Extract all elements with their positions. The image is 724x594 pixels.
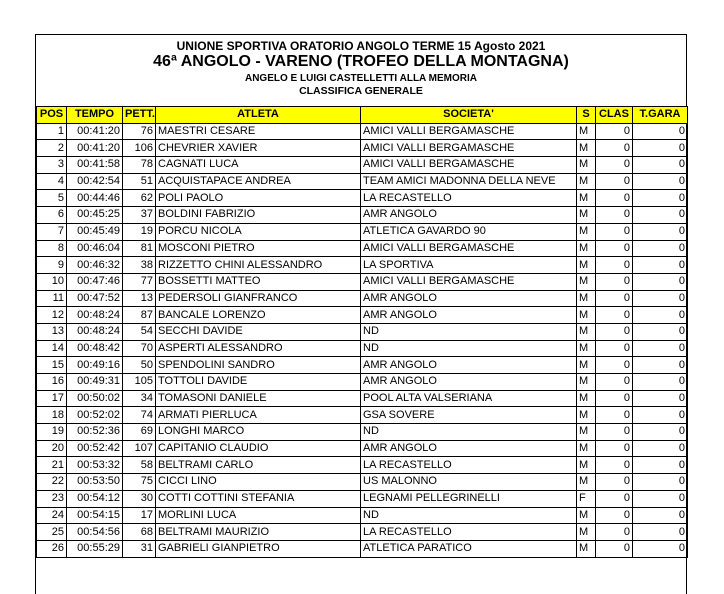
cell-clas: 0	[596, 474, 633, 491]
table-row	[37, 524, 688, 541]
cell-clas: 0	[596, 374, 633, 391]
cell-pos: 19	[37, 424, 67, 441]
col-header-tgara: T.GARA	[633, 107, 688, 124]
cell-clas: 0	[596, 390, 633, 407]
cell-societa: ATLETICA GAVARDO 90	[361, 223, 577, 240]
cell-societa: GSA SOVERE	[361, 407, 577, 424]
table-row	[37, 390, 688, 407]
cell-pos: 4	[37, 173, 67, 190]
cell-societa: ND	[361, 323, 577, 340]
cell-pett: 74	[123, 407, 156, 424]
cell-s: M	[577, 374, 596, 391]
cell-societa: LA RECASTELLO	[361, 524, 577, 541]
cell-societa: AMR ANGOLO	[361, 374, 577, 391]
cell-clas: 0	[596, 223, 633, 240]
cell-tempo: 00:52:02	[67, 407, 123, 424]
col-header-clas: CLAS	[596, 107, 633, 124]
cell-pos: 12	[37, 307, 67, 324]
cell-tgara: 0	[633, 374, 688, 391]
cell-atleta: GABRIELI GIANPIETRO	[156, 540, 361, 557]
cell-pett: 34	[123, 390, 156, 407]
cell-tgara: 0	[633, 190, 688, 207]
cell-tempo: 00:41:58	[67, 157, 123, 174]
cell-tgara: 0	[633, 474, 688, 491]
cell-pett: 70	[123, 340, 156, 357]
cell-societa: AMICI VALLI BERGAMASCHE	[361, 140, 577, 157]
cell-atleta: TOMASONI DANIELE	[156, 390, 361, 407]
col-header-s: S	[577, 107, 596, 124]
table-row	[37, 540, 688, 557]
cell-tempo: 00:49:16	[67, 357, 123, 374]
ranking-title: CLASSIFICA GENERALE	[299, 85, 423, 97]
cell-tempo: 00:50:02	[67, 390, 123, 407]
cell-tgara: 0	[633, 540, 688, 557]
cell-pos: 22	[37, 474, 67, 491]
cell-clas: 0	[596, 257, 633, 274]
table-row	[37, 490, 688, 507]
cell-tempo: 00:41:20	[67, 140, 123, 157]
cell-pett: 76	[123, 123, 156, 140]
cell-atleta: SPENDOLINI SANDRO	[156, 357, 361, 374]
cell-pos: 2	[37, 140, 67, 157]
cell-clas: 0	[596, 123, 633, 140]
cell-pett: 81	[123, 240, 156, 257]
cell-societa: ND	[361, 424, 577, 441]
cell-atleta: BANCALE LORENZO	[156, 307, 361, 324]
col-header-societa: SOCIETA'	[361, 107, 577, 124]
cell-s: M	[577, 240, 596, 257]
cell-clas: 0	[596, 424, 633, 441]
cell-clas: 0	[596, 307, 633, 324]
cell-societa: LA SPORTIVA	[361, 257, 577, 274]
cell-tgara: 0	[633, 440, 688, 457]
cell-societa: LA RECASTELLO	[361, 457, 577, 474]
cell-pett: 37	[123, 207, 156, 224]
table-row	[37, 257, 688, 274]
cell-s: M	[577, 323, 596, 340]
cell-clas: 0	[596, 190, 633, 207]
cell-societa: LEGNAMI PELLEGRINELLI	[361, 490, 577, 507]
cell-clas: 0	[596, 357, 633, 374]
cell-clas: 0	[596, 173, 633, 190]
cell-societa: ATLETICA PARATICO	[361, 540, 577, 557]
cell-tgara: 0	[633, 273, 688, 290]
cell-atleta: BOSSETTI MATTEO	[156, 273, 361, 290]
cell-tempo: 00:49:31	[67, 374, 123, 391]
cell-atleta: ACQUISTAPACE ANDREA	[156, 173, 361, 190]
cell-pos: 15	[37, 357, 67, 374]
table-row	[37, 357, 688, 374]
cell-tgara: 0	[633, 407, 688, 424]
table-row	[37, 307, 688, 324]
cell-pett: 19	[123, 223, 156, 240]
race-title: 46ª ANGOLO - VARENO (TROFEO DELLA MONTAGNA)	[153, 53, 569, 70]
cell-atleta: BOLDINI FABRIZIO	[156, 207, 361, 224]
cell-s: M	[577, 290, 596, 307]
cell-atleta: ASPERTI ALESSANDRO	[156, 340, 361, 357]
cell-societa: AMICI VALLI BERGAMASCHE	[361, 240, 577, 257]
cell-tempo: 00:53:32	[67, 457, 123, 474]
cell-s: M	[577, 407, 596, 424]
cell-pett: 62	[123, 190, 156, 207]
cell-tgara: 0	[633, 507, 688, 524]
cell-s: M	[577, 457, 596, 474]
memorial-subtitle: ANGELO E LUIGI CASTELLETTI ALLA MEMORIA	[244, 73, 478, 84]
cell-societa: AMR ANGOLO	[361, 357, 577, 374]
cell-societa: AMR ANGOLO	[361, 307, 577, 324]
table-row	[37, 157, 688, 174]
cell-atleta: MOSCONI PIETRO	[156, 240, 361, 257]
col-header-tempo: TEMPO	[67, 107, 123, 124]
cell-pett: 17	[123, 507, 156, 524]
cell-tgara: 0	[633, 340, 688, 357]
cell-pos: 17	[37, 390, 67, 407]
cell-pos: 1	[37, 123, 67, 140]
cell-s: M	[577, 540, 596, 557]
cell-tgara: 0	[633, 323, 688, 340]
cell-atleta: MORLINI LUCA	[156, 507, 361, 524]
cell-tempo: 00:52:36	[67, 424, 123, 441]
cell-clas: 0	[596, 273, 633, 290]
col-header-pos: POS	[37, 107, 67, 124]
cell-atleta: ARMATI PIERLUCA	[156, 407, 361, 424]
organizer-title: UNIONE SPORTIVA ORATORIO ANGOLO TERME 15 Agosto 2021	[176, 39, 546, 53]
cell-societa: AMICI VALLI BERGAMASCHE	[361, 123, 577, 140]
results-sheet	[35, 34, 687, 594]
cell-pett: 78	[123, 157, 156, 174]
cell-societa: TEAM AMICI MADONNA DELLA NEVE	[361, 173, 577, 190]
cell-tgara: 0	[633, 123, 688, 140]
cell-societa: LA RECASTELLO	[361, 190, 577, 207]
col-header-atleta: ATLETA	[156, 107, 361, 124]
cell-clas: 0	[596, 507, 633, 524]
cell-societa: ND	[361, 507, 577, 524]
cell-tempo: 00:46:32	[67, 257, 123, 274]
cell-pos: 14	[37, 340, 67, 357]
table-row	[37, 424, 688, 441]
cell-clas: 0	[596, 157, 633, 174]
cell-pos: 16	[37, 374, 67, 391]
cell-pos: 7	[37, 223, 67, 240]
cell-tempo: 00:53:50	[67, 474, 123, 491]
table-row	[37, 207, 688, 224]
cell-atleta: COTTI COTTINI STEFANIA	[156, 490, 361, 507]
cell-pos: 25	[37, 524, 67, 541]
cell-tempo: 00:42:54	[67, 173, 123, 190]
cell-pos: 9	[37, 257, 67, 274]
cell-tempo: 00:48:42	[67, 340, 123, 357]
cell-s: F	[577, 490, 596, 507]
cell-s: M	[577, 257, 596, 274]
cell-societa: ND	[361, 340, 577, 357]
cell-clas: 0	[596, 440, 633, 457]
cell-pos: 10	[37, 273, 67, 290]
cell-pos: 6	[37, 207, 67, 224]
table-row	[37, 173, 688, 190]
cell-pett: 31	[123, 540, 156, 557]
cell-pett: 50	[123, 357, 156, 374]
cell-tgara: 0	[633, 290, 688, 307]
cell-s: M	[577, 474, 596, 491]
cell-s: M	[577, 390, 596, 407]
cell-tgara: 0	[633, 173, 688, 190]
cell-tempo: 00:44:46	[67, 190, 123, 207]
cell-clas: 0	[596, 323, 633, 340]
cell-societa: POOL ALTA VALSERIANA	[361, 390, 577, 407]
cell-tgara: 0	[633, 307, 688, 324]
cell-tempo: 00:55:29	[67, 540, 123, 557]
cell-s: M	[577, 123, 596, 140]
cell-clas: 0	[596, 290, 633, 307]
col-header-pett: PETT.	[123, 107, 156, 124]
cell-pett: 77	[123, 273, 156, 290]
cell-s: M	[577, 440, 596, 457]
cell-pett: 54	[123, 323, 156, 340]
cell-tempo: 00:48:24	[67, 323, 123, 340]
cell-clas: 0	[596, 207, 633, 224]
cell-s: M	[577, 357, 596, 374]
cell-atleta: SECCHI DAVIDE	[156, 323, 361, 340]
cell-atleta: RIZZETTO CHINI ALESSANDRO	[156, 257, 361, 274]
cell-pos: 20	[37, 440, 67, 457]
cell-tempo: 00:47:52	[67, 290, 123, 307]
cell-atleta: PORCU NICOLA	[156, 223, 361, 240]
table-header-row	[37, 107, 688, 124]
cell-pett: 51	[123, 173, 156, 190]
cell-s: M	[577, 507, 596, 524]
cell-clas: 0	[596, 340, 633, 357]
cell-atleta: BELTRAMI MAURIZIO	[156, 524, 361, 541]
cell-tempo: 00:54:12	[67, 490, 123, 507]
cell-tgara: 0	[633, 390, 688, 407]
cell-pett: 75	[123, 474, 156, 491]
cell-clas: 0	[596, 490, 633, 507]
cell-atleta: CHEVRIER XAVIER	[156, 140, 361, 157]
results-table	[36, 106, 688, 558]
cell-pett: 69	[123, 424, 156, 441]
table-row	[37, 273, 688, 290]
cell-clas: 0	[596, 457, 633, 474]
cell-pett: 87	[123, 307, 156, 324]
cell-clas: 0	[596, 240, 633, 257]
cell-atleta: CAGNATI LUCA	[156, 157, 361, 174]
cell-clas: 0	[596, 524, 633, 541]
cell-pos: 26	[37, 540, 67, 557]
cell-atleta: POLI PAOLO	[156, 190, 361, 207]
cell-pos: 3	[37, 157, 67, 174]
cell-atleta: CICCI LINO	[156, 474, 361, 491]
cell-pos: 13	[37, 323, 67, 340]
cell-clas: 0	[596, 540, 633, 557]
table-row	[37, 140, 688, 157]
cell-s: M	[577, 157, 596, 174]
cell-tempo: 00:54:15	[67, 507, 123, 524]
cell-pett: 106	[123, 140, 156, 157]
cell-tempo: 00:54:56	[67, 524, 123, 541]
cell-pett: 30	[123, 490, 156, 507]
cell-s: M	[577, 223, 596, 240]
cell-s: M	[577, 524, 596, 541]
table-row	[37, 474, 688, 491]
cell-tempo: 00:46:04	[67, 240, 123, 257]
cell-pos: 5	[37, 190, 67, 207]
cell-tgara: 0	[633, 207, 688, 224]
cell-tempo: 00:45:25	[67, 207, 123, 224]
cell-societa: AMICI VALLI BERGAMASCHE	[361, 273, 577, 290]
cell-pos: 18	[37, 407, 67, 424]
cell-pett: 58	[123, 457, 156, 474]
cell-atleta: BELTRAMI CARLO	[156, 457, 361, 474]
cell-tempo: 00:48:24	[67, 307, 123, 324]
table-row	[37, 123, 688, 140]
table-row	[37, 407, 688, 424]
cell-atleta: TOTTOLI DAVIDE	[156, 374, 361, 391]
table-row	[37, 223, 688, 240]
cell-clas: 0	[596, 140, 633, 157]
cell-societa: US MALONNO	[361, 474, 577, 491]
cell-clas: 0	[596, 407, 633, 424]
cell-pos: 8	[37, 240, 67, 257]
results-body	[37, 123, 688, 557]
cell-atleta: LONGHI MARCO	[156, 424, 361, 441]
cell-pos: 21	[37, 457, 67, 474]
cell-s: M	[577, 190, 596, 207]
cell-tempo: 00:41:20	[67, 123, 123, 140]
cell-tgara: 0	[633, 157, 688, 174]
cell-pos: 11	[37, 290, 67, 307]
cell-pett: 13	[123, 290, 156, 307]
cell-societa: AMR ANGOLO	[361, 290, 577, 307]
cell-s: M	[577, 424, 596, 441]
cell-tgara: 0	[633, 140, 688, 157]
cell-tgara: 0	[633, 240, 688, 257]
cell-s: M	[577, 273, 596, 290]
cell-tgara: 0	[633, 257, 688, 274]
cell-societa: AMR ANGOLO	[361, 207, 577, 224]
cell-s: M	[577, 307, 596, 324]
cell-tgara: 0	[633, 357, 688, 374]
cell-tempo: 00:47:46	[67, 273, 123, 290]
cell-societa: AMR ANGOLO	[361, 440, 577, 457]
cell-s: M	[577, 140, 596, 157]
table-row	[37, 440, 688, 457]
cell-pos: 23	[37, 490, 67, 507]
table-row	[37, 340, 688, 357]
cell-tgara: 0	[633, 524, 688, 541]
cell-pett: 68	[123, 524, 156, 541]
cell-pett: 107	[123, 440, 156, 457]
cell-atleta: PEDERSOLI GIANFRANCO	[156, 290, 361, 307]
cell-tgara: 0	[633, 424, 688, 441]
table-row	[37, 290, 688, 307]
table-row	[37, 507, 688, 524]
table-row	[37, 457, 688, 474]
cell-pett: 38	[123, 257, 156, 274]
cell-atleta: CAPITANIO CLAUDIO	[156, 440, 361, 457]
cell-s: M	[577, 340, 596, 357]
cell-atleta: MAESTRI CESARE	[156, 123, 361, 140]
cell-tempo: 00:52:42	[67, 440, 123, 457]
cell-tempo: 00:45:49	[67, 223, 123, 240]
cell-pos: 24	[37, 507, 67, 524]
table-row	[37, 374, 688, 391]
table-row	[37, 240, 688, 257]
cell-tgara: 0	[633, 457, 688, 474]
cell-s: M	[577, 207, 596, 224]
cell-s: M	[577, 173, 596, 190]
table-row	[37, 190, 688, 207]
cell-pett: 105	[123, 374, 156, 391]
cell-societa: AMICI VALLI BERGAMASCHE	[361, 157, 577, 174]
cell-tgara: 0	[633, 223, 688, 240]
cell-tgara: 0	[633, 490, 688, 507]
table-row	[37, 323, 688, 340]
